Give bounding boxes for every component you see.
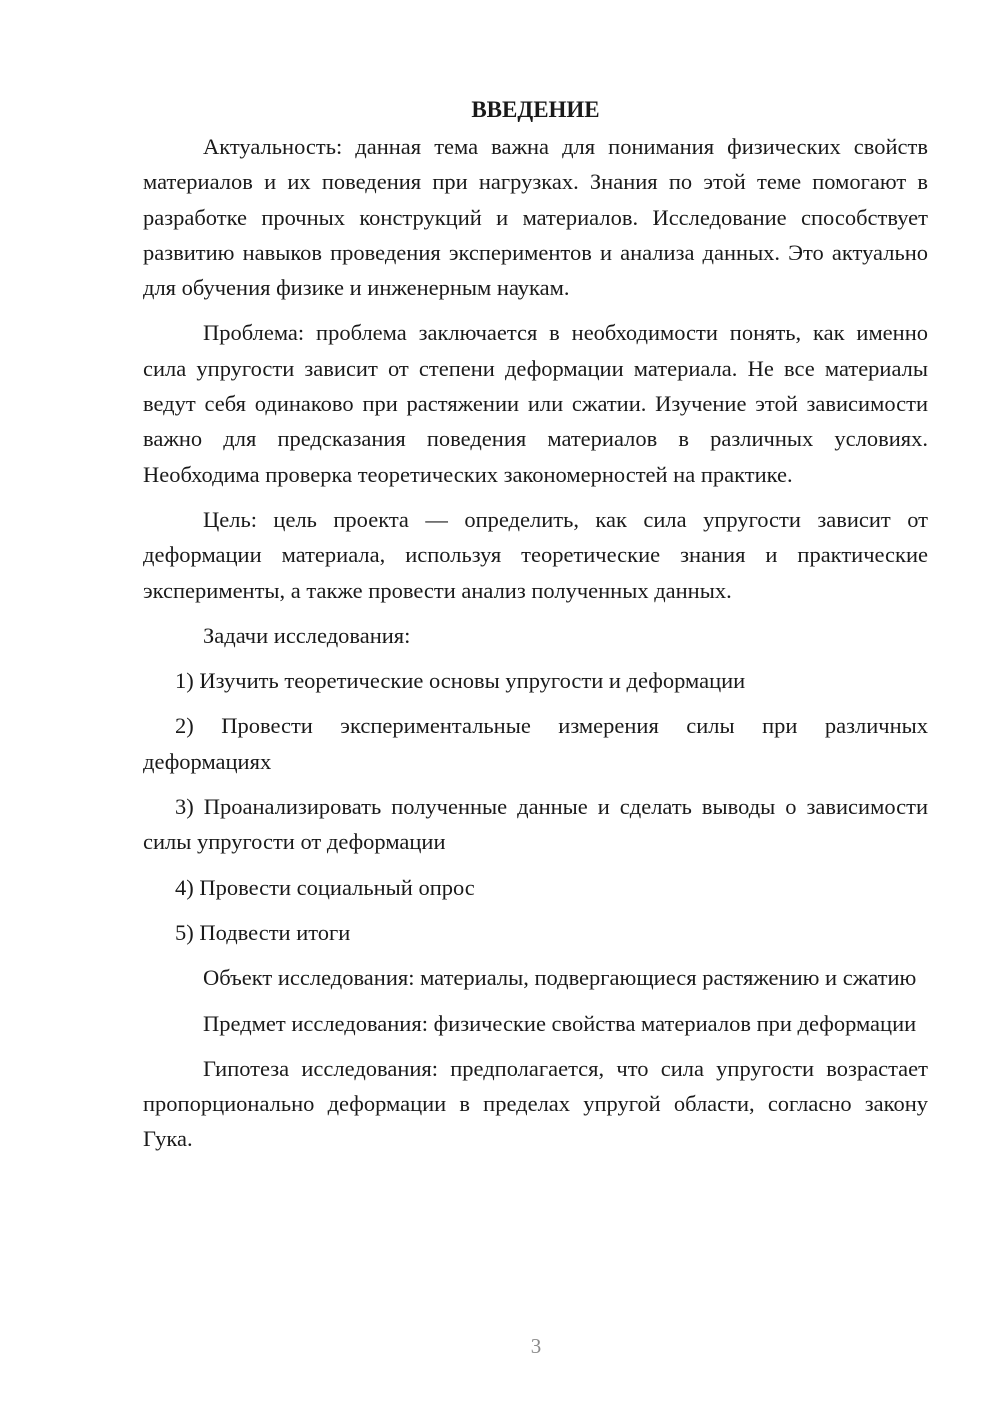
document-page — [143, 92, 928, 1167]
subject-paragraph: Предмет исследования: физические свойства материалов при деформации — [203, 1010, 917, 1036]
object-paragraph: Объект исследования: материалы, подвергающиеся растяжению и сжатию — [203, 965, 917, 991]
problem-paragraph: Проблема: проблема заключается в необходимости понять, как именно сила упругости зависит от степени деформации материала. Не все материалы ведут себя одинаково при растяжении или сжатии. Изучение этой зависимости важно для предсказания поведения материалов в различных условиях. Необходима проверка теоретических закономерностей на практике. — [143, 320, 928, 487]
hypothesis-paragraph: Гипотеза исследования: предполагается, что сила упругости возрастает пропорционально деформации в пределах упругой области, согласно закону Гука. — [143, 1055, 928, 1152]
section-heading: ВВЕДЕНИЕ — [471, 97, 600, 122]
task-item-5: 5) Подвести итоги — [175, 919, 351, 945]
tasks-title: Задачи исследования: — [203, 622, 411, 648]
task-item-1: 1) Изучить теоретические основы упругости и деформации — [175, 668, 746, 694]
relevance-paragraph: Актуальность: данная тема важна для понимания физических свойств материалов и их поведения при нагрузках. Знания по этой теме помогают в разработке прочных конструкций и материалов. Исследование способствует развитию навыков проведения экспериментов и анализа данных. Это актуально для обучения физике и инженерным наукам. — [143, 134, 928, 301]
task-item-3: 3) Проанализировать полученные данные и сделать выводы о зависимости силы упругости от деформации — [143, 794, 928, 855]
task-item-2: 2) Провести экспериментальные измерения силы при различных деформациях — [143, 713, 928, 774]
page-number: 3 — [530, 1334, 542, 1358]
task-item-4: 4) Провести социальный опрос — [175, 874, 475, 900]
goal-paragraph: Цель: цель проекта — определить, как сила упругости зависит от деформации материала, используя теоретические знания и практические эксперименты, а также провести анализ полученных данных. — [143, 506, 928, 603]
